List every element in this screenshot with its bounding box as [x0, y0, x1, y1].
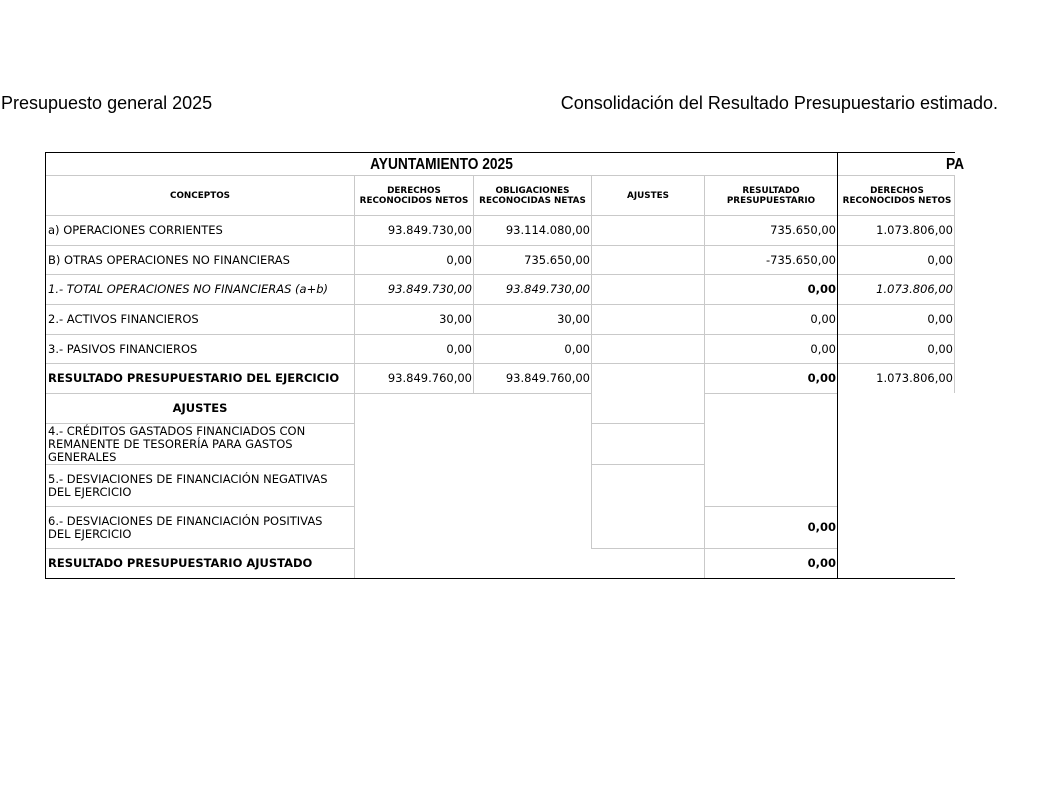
cell-derechos-second: 0,00	[927, 312, 953, 326]
cell-resultado-final: 0,00	[807, 556, 836, 570]
cell-derechos: 0,00	[446, 252, 472, 267]
group-title: AYUNTAMIENTO 2025	[370, 155, 513, 173]
cell-obligaciones: 93.114.080,00	[505, 223, 590, 237]
border-line	[45, 578, 955, 579]
grid-line	[591, 548, 704, 549]
row-label: 3.- PASIVOS FINANCIEROS	[48, 341, 198, 356]
col-header-obligaciones: OBLIGACIONES RECONOCIDAS NETAS	[479, 185, 586, 206]
row-label: B) OTRAS OPERACIONES NO FINANCIERAS	[48, 252, 290, 267]
grid-line	[954, 175, 955, 393]
col-header-derechos: DERECHOS RECONOCIDOS NETOS	[359, 185, 469, 206]
group-title-second: PA	[945, 155, 965, 173]
row-label: 1.- TOTAL OPERACIONES NO FINANCIERAS (a+b)	[48, 282, 329, 296]
cell-derechos: 0,00	[446, 341, 472, 356]
cell-resultado: 0,00	[810, 312, 836, 326]
row-label: 5.- DESVIACIONES DE FINANCIACIÓN NEGATIVAS DEL EJERCICIO	[48, 471, 328, 499]
cell-resultado: 735.650,00	[770, 223, 836, 237]
col-header-resultado: RESULTADO PRESUPUESTARIO	[726, 185, 816, 206]
budget-result-table	[45, 152, 965, 579]
cell-derechos: 93.849.760,00	[387, 371, 472, 385]
grid-line	[591, 464, 704, 465]
cell-derechos-second: 1.073.806,00	[876, 371, 953, 385]
grid-line	[591, 423, 704, 424]
col-header-ajustes: AJUSTES	[627, 190, 669, 201]
cell-derechos: 30,00	[439, 312, 472, 326]
cell-resultado: 0,00	[807, 371, 836, 385]
report-title: Consolidación del Resultado Presupuestario estimado.	[560, 93, 998, 113]
cell-resultado: -735.650,00	[766, 252, 836, 267]
cell-derechos: 93.849.730,00	[387, 223, 472, 237]
grid-line	[704, 393, 838, 394]
col-header-conceptos: CONCEPTOS	[169, 190, 231, 201]
row-label: 6.- DESVIACIONES DE FINANCIACIÓN POSITIVAS DEL EJERCICIO	[48, 513, 323, 541]
row-label-final: RESULTADO PRESUPUESTARIO AJUSTADO	[48, 556, 313, 570]
cell-obligaciones: 0,00	[564, 341, 590, 356]
row-label: 4.- CRÉDITOS GASTADOS FINANCIADOS CON REMANENTE DE TESORERÍA PARA GASTOS GENERALES	[48, 423, 306, 464]
row-label-total: RESULTADO PRESUPUESTARIO DEL EJERCICIO	[48, 371, 340, 385]
row-label: a) OPERACIONES CORRIENTES	[48, 223, 223, 237]
col-header-derechos-second: DERECHOS RECONOCIDOS NETOS	[842, 185, 952, 206]
cell-obligaciones: 30,00	[557, 312, 590, 326]
cell-obligaciones: 93.849.760,00	[505, 371, 590, 385]
ajustes-section-title: AJUSTES	[172, 401, 228, 415]
budget-title: Presupuesto general 2025	[1, 93, 213, 113]
cell-derechos: 93.849.730,00	[387, 282, 472, 296]
cell-obligaciones: 735.650,00	[524, 252, 590, 267]
cell-derechos-second: 0,00	[927, 341, 953, 356]
cell-derechos-second: 0,00	[927, 252, 953, 267]
cell-obligaciones: 93.849.730,00	[505, 282, 590, 296]
cell-derechos-second: 1.073.806,00	[876, 223, 953, 237]
cell-resultado: 0,00	[807, 520, 836, 534]
grid-line	[591, 175, 592, 548]
cell-resultado: 0,00	[810, 341, 836, 356]
cell-derechos-second: 1.073.806,00	[876, 282, 953, 296]
cell-resultado: 0,00	[807, 282, 836, 296]
row-label: 2.- ACTIVOS FINANCIEROS	[48, 312, 199, 326]
